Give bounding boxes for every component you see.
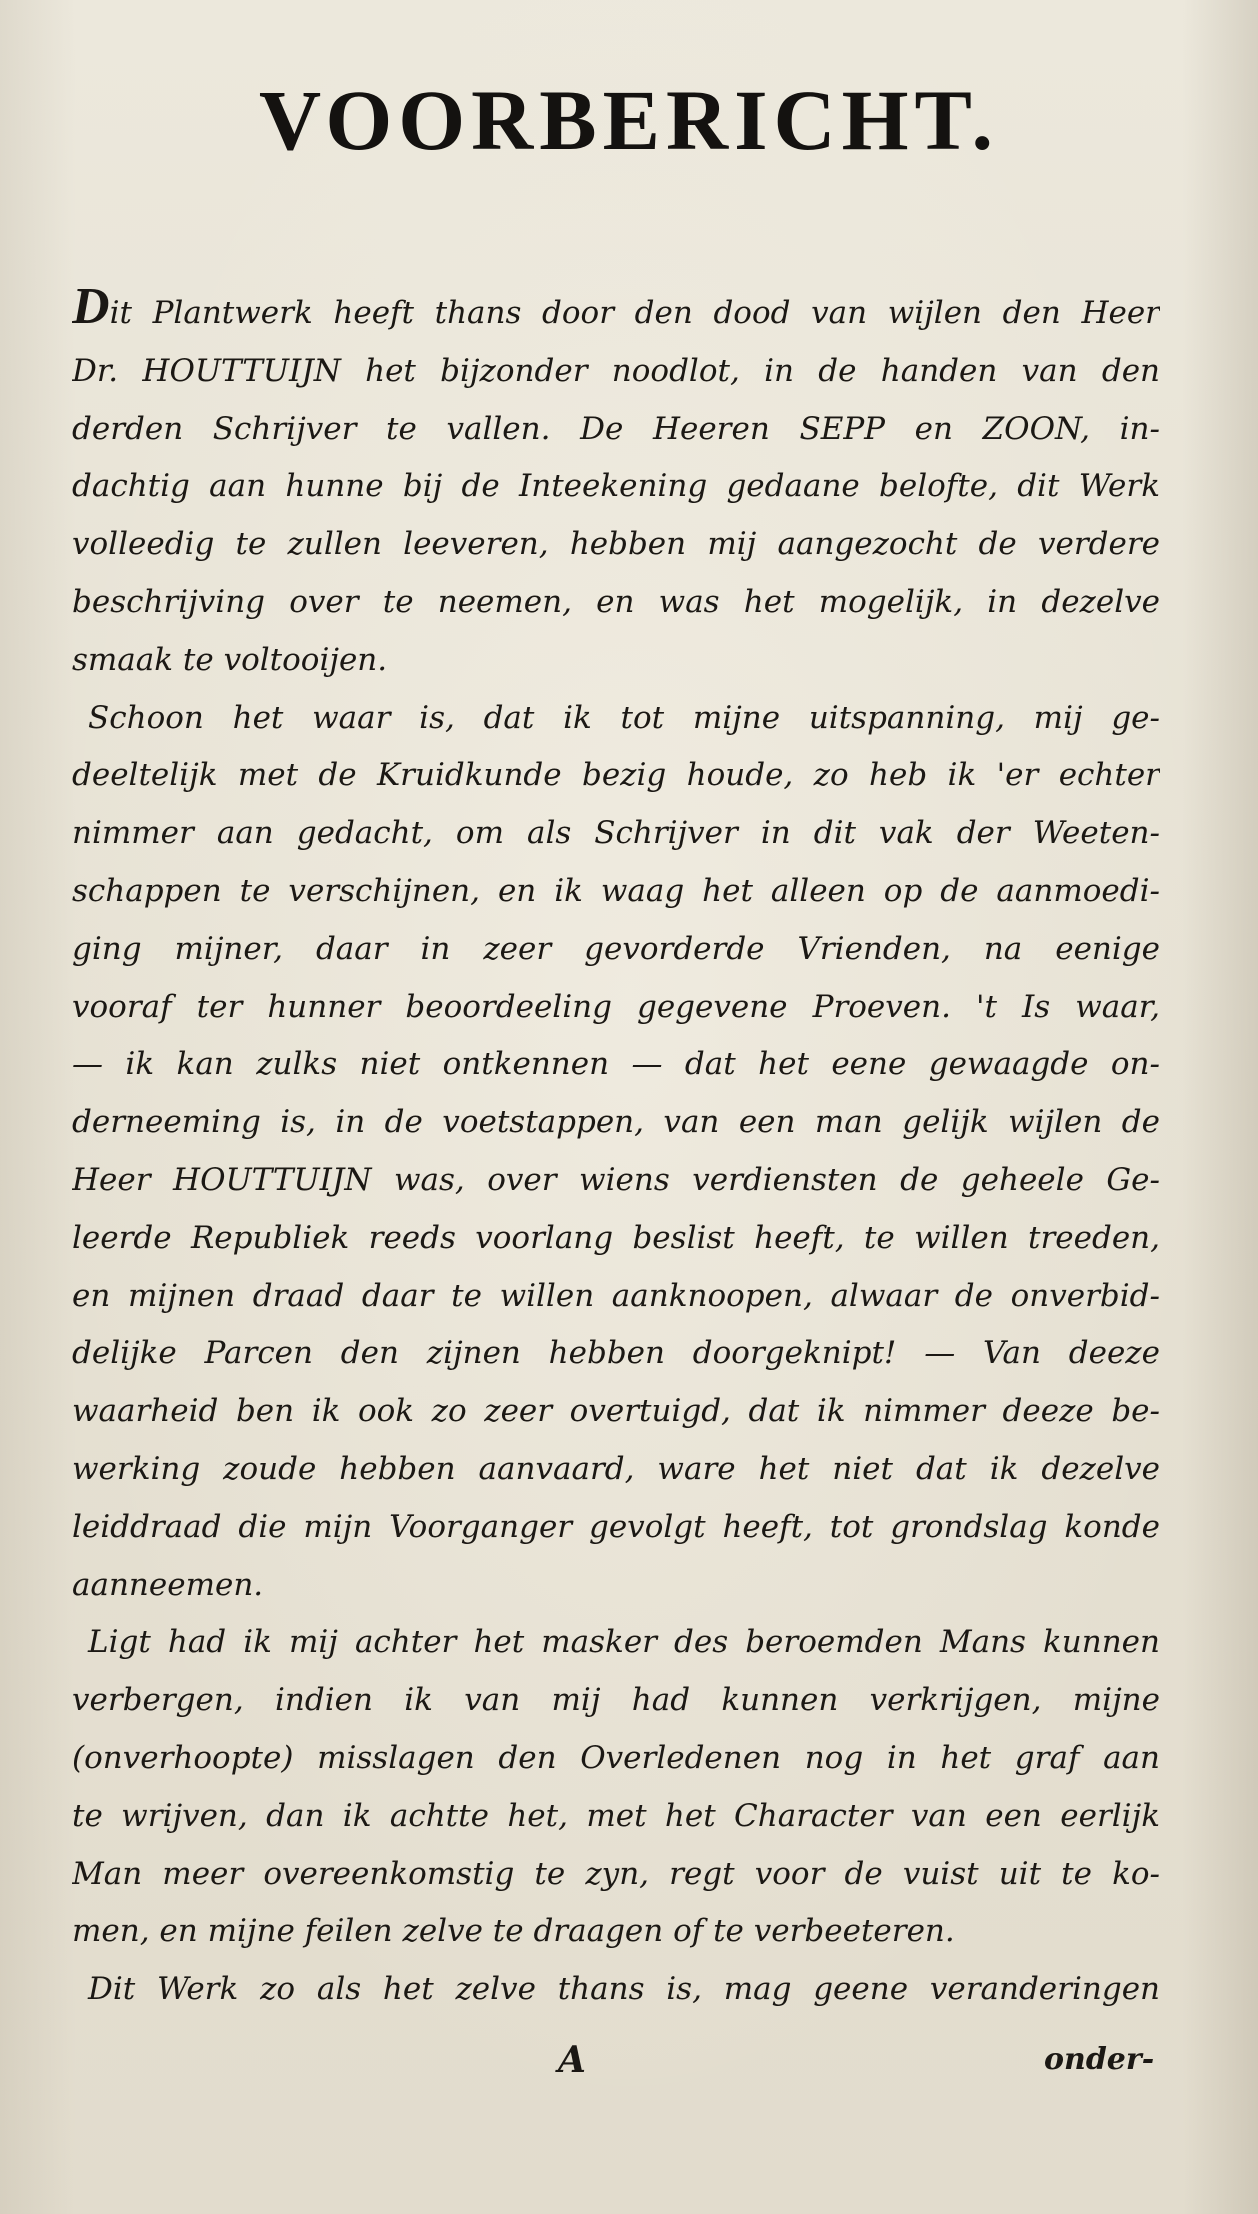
paragraph-2 xyxy=(72,690,1160,1615)
text-line-content: it Plantwerk heeft thans door den dood van wijlen den Heer xyxy=(109,295,1160,331)
text-line: nimmer aan gedacht, om als Schrijver in dit vak der Weeten- xyxy=(72,815,1160,852)
text-line: derden Schrijver te vallen. De Heeren SEPP en ZOON, in- xyxy=(72,410,1160,447)
text-line: ging mijner, daar in zeer gevorderde Vrienden, na eenige xyxy=(72,930,1160,967)
text-line: Dr. HOUTTUIJN het bijzonder noodlot, in de handen van den xyxy=(72,352,1160,389)
text-line: smaak te voltooijen. xyxy=(72,641,388,678)
text-line: en mijnen draad daar te willen aanknoopen, alwaar de onverbid- xyxy=(72,1277,1160,1314)
text-line: vooraf ter hunner beoordeeling gegevene Proeven. 't Is waar, xyxy=(72,988,1160,1025)
text-line: delijke Parcen den zijnen hebben doorgeknipt! — Van deeze xyxy=(72,1335,1160,1372)
page-body xyxy=(72,285,1160,2019)
text-line: Ligt had ik mij achter het masker des beroemden Mans kunnen xyxy=(88,1624,1160,1661)
text-line: — ik kan zulks niet ontkennen — dat het eene gewaagde on- xyxy=(72,1046,1160,1083)
page-title: VOORBERICHT. xyxy=(258,72,1000,168)
text-line: verbergen, indien ik van mij had kunnen verkrijgen, mijne xyxy=(72,1682,1160,1719)
text-line: leerde Republiek reeds voorlang beslist heeft, te willen treeden, xyxy=(72,1219,1160,1256)
text-line: Man meer overeenkomstig te zyn, regt voor de vuist uit te ko- xyxy=(72,1855,1160,1892)
text-line: dachtig aan hunne bij de Inteekening gedaane belofte, dit Werk xyxy=(72,468,1160,505)
text-line: schappen te verschijnen, en ik waag het alleen op de aanmoedi- xyxy=(72,872,1160,909)
text-line: men, en mijne feilen zelve te draagen of te verbeeteren. xyxy=(72,1913,955,1950)
text-line: volleedig te zullen leeveren, hebben mij aangezocht de verdere xyxy=(72,526,1160,563)
text-line: werking zoude hebben aanvaard, ware het niet dat ik dezelve xyxy=(72,1450,1160,1487)
page-footer xyxy=(0,2030,1258,2090)
text-line: Dit Werk zo als het zelve thans is, mag geene veranderingen xyxy=(88,1971,1160,2008)
text-line: waarheid ben ik ook zo zeer overtuigd, dat ik nimmer deeze be- xyxy=(72,1393,1160,1430)
text-line: leiddraad die mijn Voorganger gevolgt heeft, tot grondslag konde xyxy=(72,1508,1160,1545)
drop-cap: D xyxy=(72,285,110,335)
text-line: aanneemen. xyxy=(72,1566,264,1603)
text-line: te wrijven, dan ik achtte het, met het Character van een eerlijk xyxy=(72,1797,1160,1834)
text-line: deeltelijk met de Kruidkunde bezig houde, zo heb ik 'er echter xyxy=(72,757,1160,794)
paragraph-3 xyxy=(72,1614,1160,1961)
text-line: (onverhoopte) misslagen den Overledenen nog in het graf aan xyxy=(72,1739,1160,1776)
text-line xyxy=(72,285,1160,343)
paragraph-4 xyxy=(72,1961,1160,2019)
text-line: Schoon het waar is, dat ik tot mijne uitspanning, mij ge- xyxy=(88,699,1160,736)
text-line: derneeming is, in de voetstappen, van een man gelijk wijlen de xyxy=(72,1104,1160,1141)
signature-mark: A xyxy=(558,2039,586,2081)
text-line: beschrijving over te neemen, en was het mogelijk, in dezelve xyxy=(72,583,1160,620)
text-line: Heer HOUTTUIJN was, over wiens verdiensten de geheele Ge- xyxy=(72,1161,1160,1198)
catchword: onder- xyxy=(1044,2042,1155,2077)
paragraph-1 xyxy=(72,285,1160,690)
